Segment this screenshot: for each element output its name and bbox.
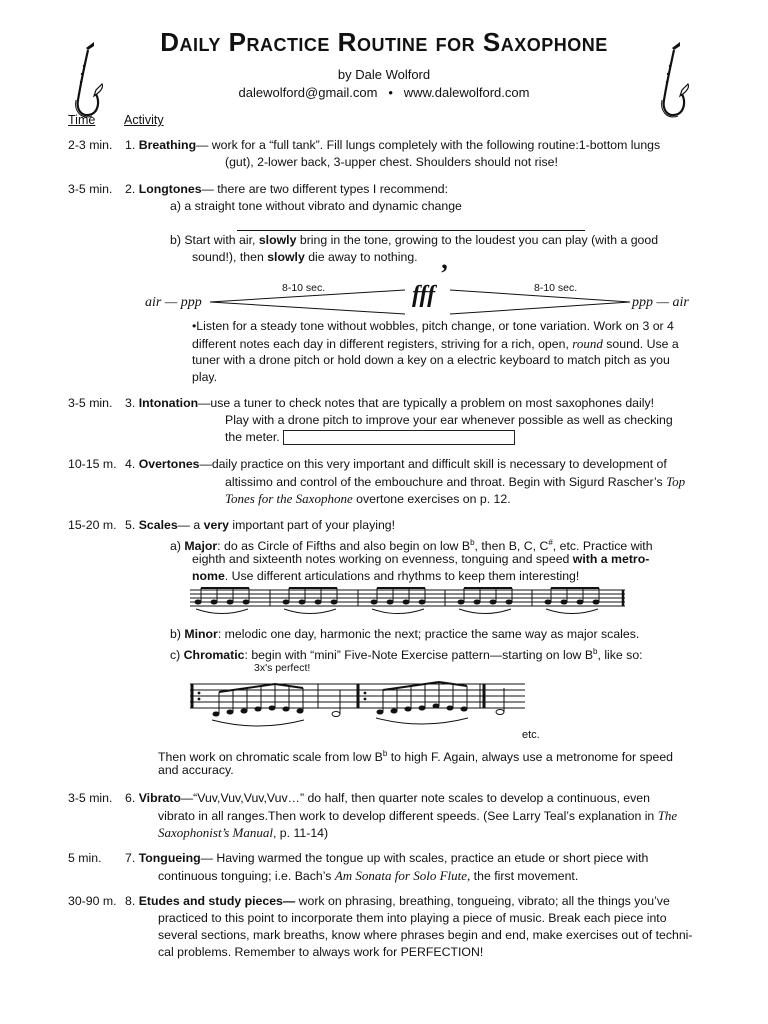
- etudes-title: Etudes and study pieces—: [138, 894, 296, 908]
- intonation-title: Intonation: [138, 396, 199, 410]
- column-header-time: Time: [68, 113, 96, 127]
- scales-title: Scales: [138, 518, 178, 532]
- vibrato-line-1: 6. Vibrato—“Vuv,Vuv,Vuv,Vuv…” do half, then quarter note scales to develop a continuous, even: [125, 791, 650, 805]
- longtones-note-1: •Listen for a steady tone without wobbles, pitch change, or tone variation. Work on 3 or 4: [192, 319, 674, 333]
- chromatic-staff: [190, 676, 530, 732]
- overtones-line-1: 4. Overtones—daily practice on this very important and difficult skill is necessary to development of: [125, 457, 667, 471]
- contact-line: [0, 84, 768, 101]
- overtones-line-3: Tones for the Saxophone overtone exercises on p. 12.: [225, 491, 511, 506]
- intonation-time: 3-5 min.: [68, 396, 113, 410]
- etudes-line-3: several sections, mark breaths, know where phrases begin and end, make exercises out of techni-: [158, 928, 693, 942]
- scales-major-line-2: eighth and sixteenth notes working on evenness, tonguing and speed with a metro-: [192, 552, 650, 566]
- longtones-option-b-line-2: sound!), then slowly die away to nothing.: [192, 250, 418, 264]
- intonation-line-3: the meter.: [225, 429, 515, 446]
- longtones-option-b: b) Start with air, slowly bring in the tone, growing to the loudest you can play (with a good: [170, 233, 659, 247]
- intonation-line-2: Play with a drone pitch to improve your ear whenever possible as well as checking: [225, 413, 673, 427]
- overtones-time: 10-15 m.: [68, 457, 117, 471]
- longtones-title: Longtones: [138, 182, 202, 196]
- intonation-line-1: 3. Intonation—use a tuner to check notes that are typically a problem on most saxophones daily!: [125, 396, 655, 410]
- diagram-left-label: air — ppp: [145, 295, 202, 310]
- breathing-line-1: 1. Breathing— work for a “full tank”. Fill lungs completely with the following routine:1-bottom lungs: [125, 138, 661, 152]
- scales-time: 15-20 m.: [68, 518, 117, 532]
- separator-bullet: •: [388, 85, 393, 100]
- longtones-note-4: play.: [192, 370, 218, 384]
- etudes-line-4: cal problems. Remember to always work for PERFECTION!: [158, 945, 484, 959]
- overtones-title: Overtones: [138, 457, 200, 471]
- scales-minor: b) Minor: melodic one day, harmonic the next; practice the same way as major scales.: [170, 627, 640, 641]
- vibrato-line-2: vibrato in all ranges.Then work to develop different speeds. (See Larry Teal’s explanation in The: [158, 808, 678, 823]
- perfect-annotation: 3x's perfect!: [254, 662, 311, 674]
- breathing-time: 2-3 min.: [68, 138, 113, 152]
- breathing-line-2: (gut), 2-lower back, 3-upper chest. Shoulders should not rise!: [225, 155, 558, 169]
- etudes-line-1: 8. Etudes and study pieces— work on phrasing, breathing, tongueing, vibrato; all the things you’ve: [125, 894, 670, 908]
- vibrato-time: 3-5 min.: [68, 791, 113, 805]
- overtones-line-2: altissimo and control of the embouchure and throat. Begin with Sigurd Rascher’s Top: [225, 474, 686, 489]
- articulation-staff: [190, 584, 630, 624]
- diagram-left-duration: 8-10 sec.: [282, 282, 326, 294]
- diagram-right-label: ppp — air: [632, 295, 689, 310]
- scales-line-1: 5. Scales— a very important part of your playing!: [125, 518, 396, 532]
- tongueing-title: Tongueing: [138, 851, 201, 865]
- diagram-fff: fff: [412, 282, 436, 308]
- tongueing-line-1: 7. Tongueing— Having warmed the tongue up with scales, practice an etude or short piece with: [125, 851, 649, 865]
- tongueing-time: 5 min.: [68, 851, 102, 865]
- byline: by Dale Wolford: [337, 67, 431, 82]
- breathing-title: Breathing: [138, 138, 197, 152]
- longtones-option-a: a) a straight tone without vibrato and dynamic change: [170, 199, 462, 213]
- straight-tone-line: [237, 230, 585, 231]
- tongueing-line-2: continuous tonguing; i.e. Bach’s Am Sonata for Solo Flute, the first movement.: [158, 868, 579, 883]
- meter-box: [283, 430, 515, 445]
- etudes-time: 30-90 m.: [68, 894, 117, 908]
- scales-major-line-3: nome. Use different articulations and rhythms to keep them interesting!: [192, 569, 580, 583]
- etudes-line-2: practiced to this point to incorporate them into playing a piece of music. Break each piece into: [158, 911, 667, 925]
- longtones-time: 3-5 min.: [68, 182, 113, 196]
- breath-mark: ’: [440, 259, 449, 288]
- scales-major-line-1: a) Major: do as Circle of Fifths and also begin on low $B^b$, then B, C, C#, etc. Practice with: [170, 538, 653, 554]
- vibrato-title: Vibrato: [138, 791, 181, 805]
- scales-chromatic: c) Chromatic: begin with “mini” Five-Note Exercise pattern—starting on low $B^b$, like so:: [170, 647, 643, 663]
- etc-label: etc.: [522, 729, 540, 741]
- longtones-note-3: tuner with a drone pitch or hold down a key on a electric keyboard to match pitch as you: [192, 353, 670, 367]
- chromatic-followup-1: Then work on chromatic scale from low $B^b$ to high F. Again, always use a metronome for speed: [158, 749, 674, 765]
- website-link[interactable]: www.dalewolford.com: [403, 85, 530, 100]
- column-header-activity: Activity: [124, 113, 164, 127]
- diagram-right-duration: 8-10 sec.: [534, 282, 578, 294]
- longtones-line-1: 2. Longtones— there are two different types I recommend:: [125, 182, 449, 196]
- vibrato-line-3: Saxophonist’s Manual, p. 11-14): [158, 825, 329, 840]
- chromatic-followup-2: and accuracy.: [158, 763, 234, 777]
- longtones-note-2: different notes each day in different registers, striving for a rich, open, round sound. Use a: [192, 336, 679, 351]
- page-title: Daily Practice Routine for Saxophone: [160, 27, 608, 57]
- email-link[interactable]: dalewolford@gmail.com: [238, 85, 378, 100]
